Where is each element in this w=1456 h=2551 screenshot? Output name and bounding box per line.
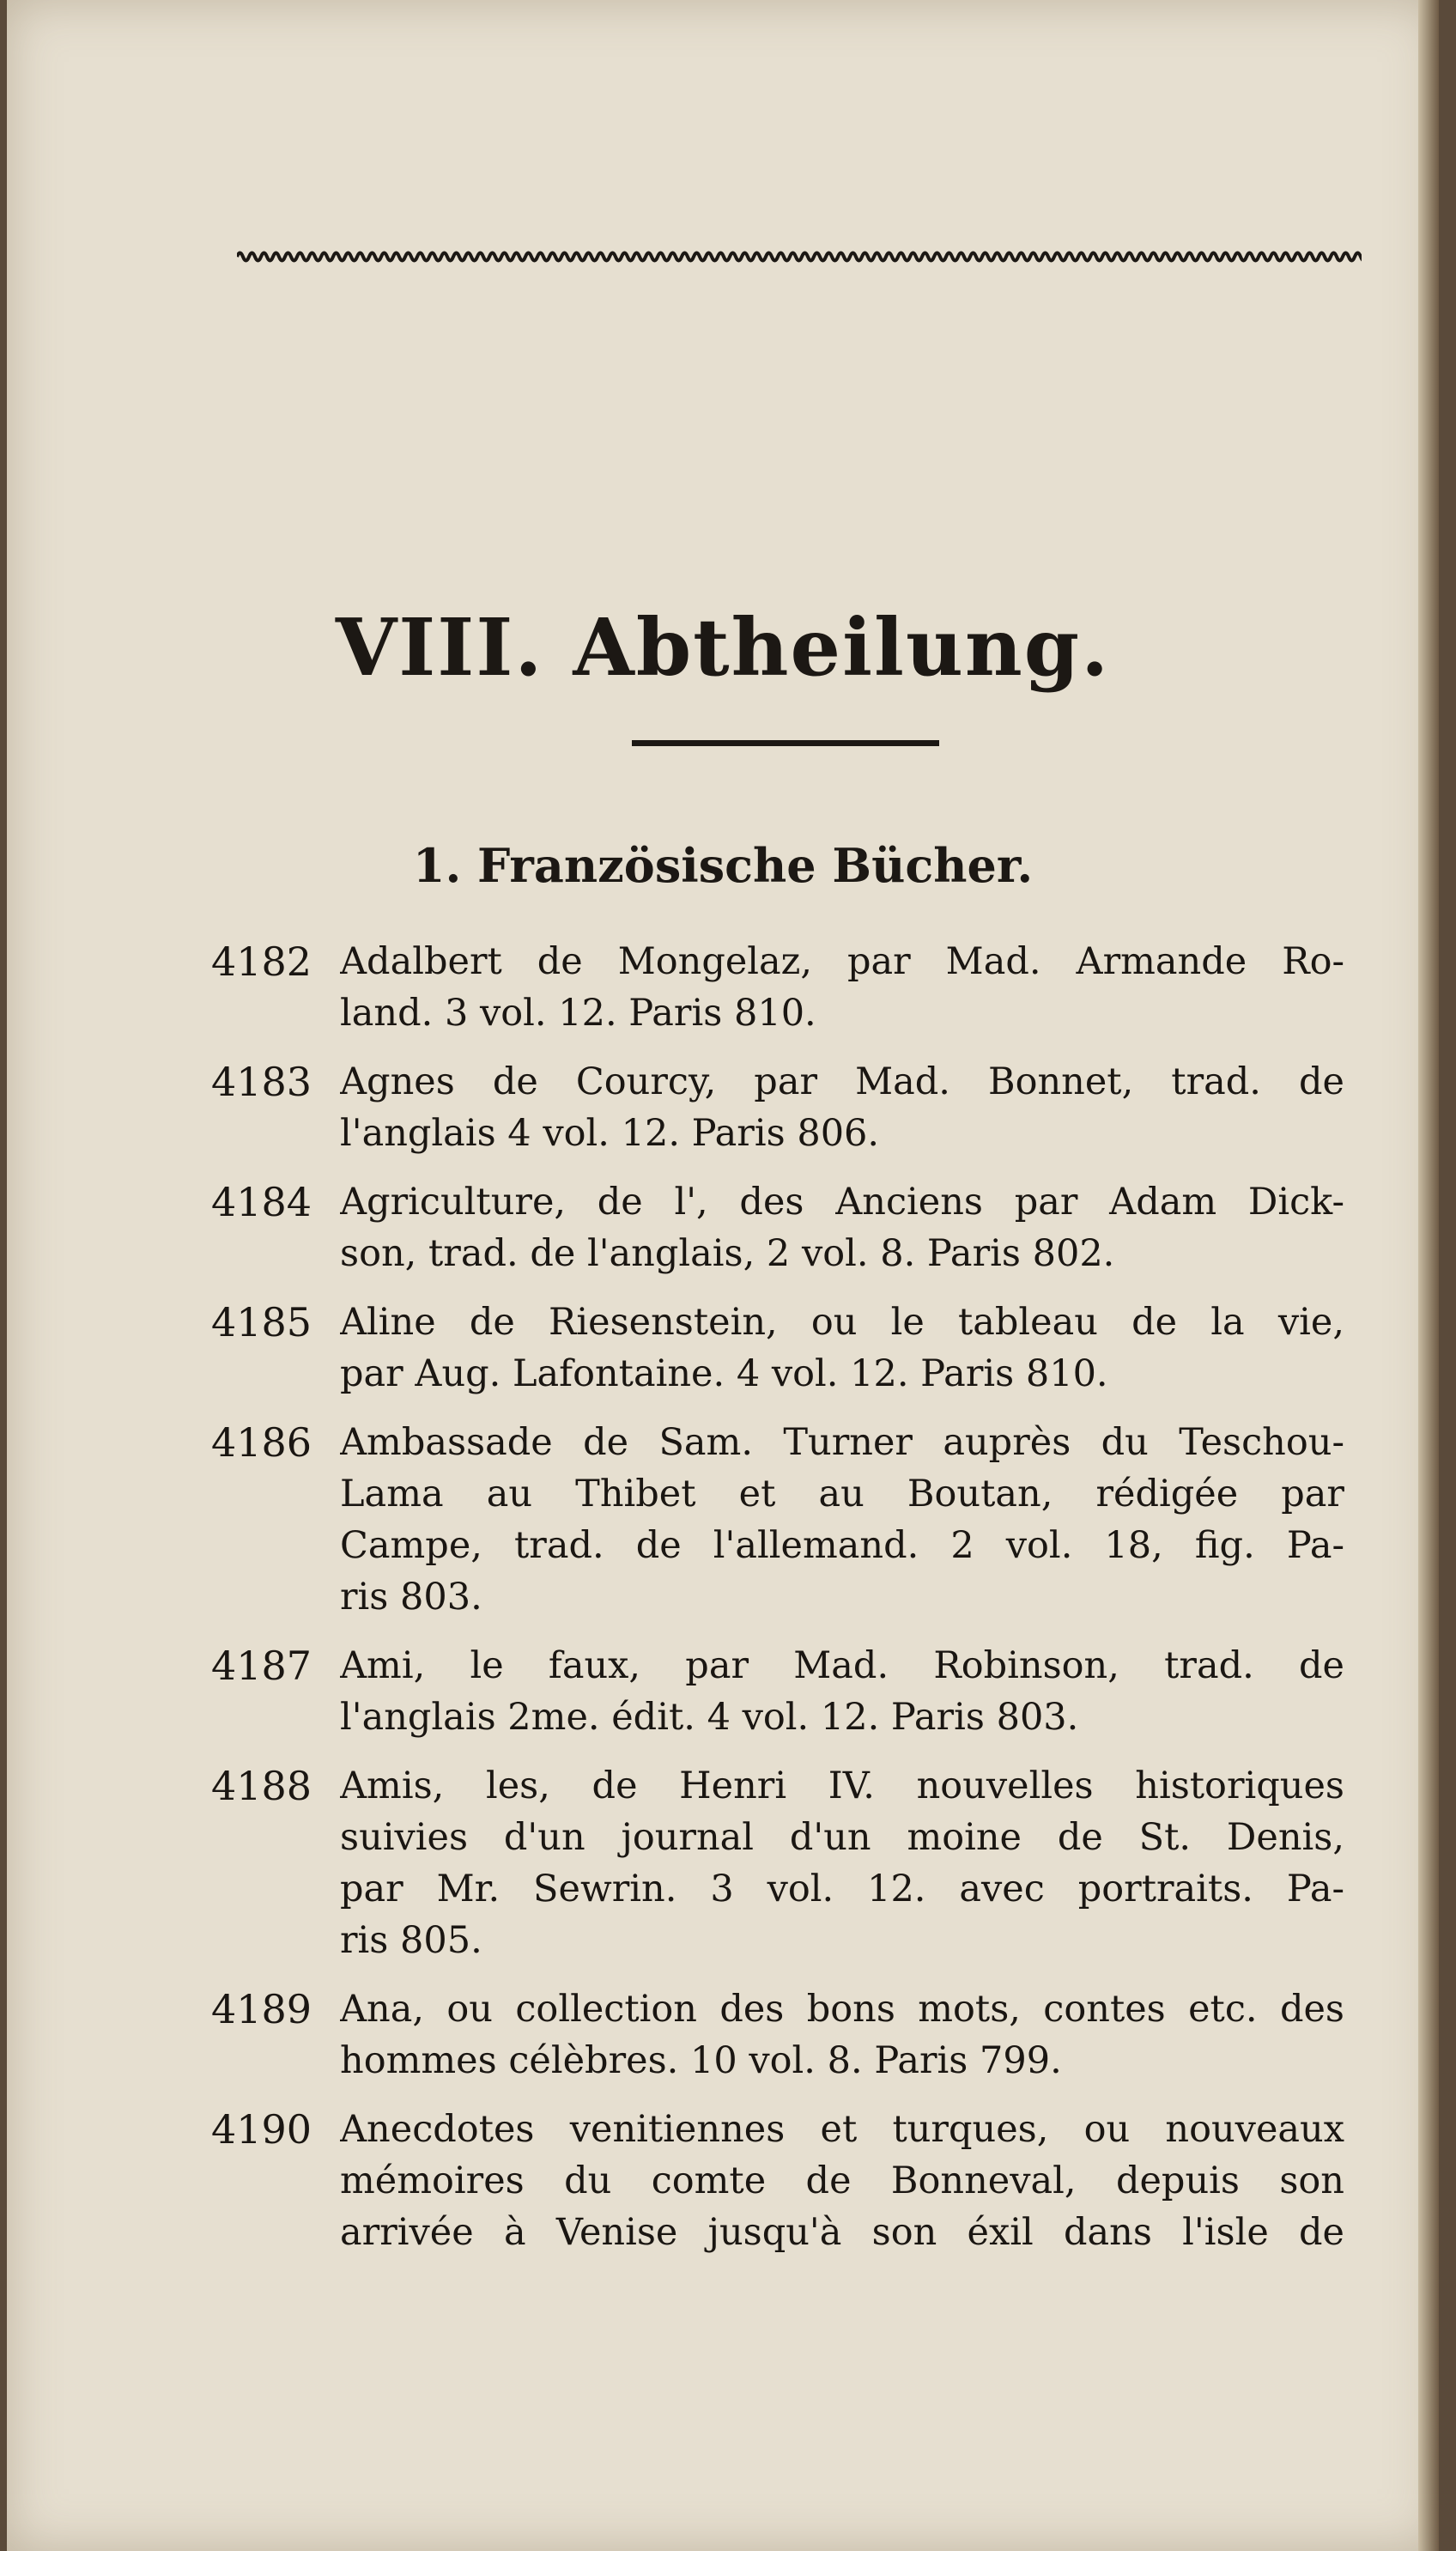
entry-number: 4184 — [211, 1179, 312, 1225]
entry-line: ris 803. — [340, 1576, 482, 1619]
entry-text — [340, 936, 1344, 1039]
entry-line: Ami, le faux, par Mad. Robinson, trad. de — [340, 1644, 1344, 1687]
catalog-entry — [211, 2104, 1344, 2258]
entry-line: Agriculture, de l', des Anciens par Adam Dick- — [340, 1181, 1344, 1224]
entry-text — [340, 1297, 1344, 1400]
entry-text — [340, 1640, 1344, 1743]
book-page — [7, 0, 1439, 2551]
wavy-ornament-rule — [237, 246, 1362, 268]
entry-line: l'anglais 4 vol. 12. Paris 806. — [340, 1112, 880, 1155]
entry-number: 4187 — [211, 1643, 312, 1689]
entry-line: par Aug. Lafontaine. 4 vol. 12. Paris 810. — [340, 1352, 1108, 1395]
section-heading: 1. Französische Bücher. — [412, 838, 1034, 893]
entry-text — [340, 1760, 1344, 1966]
entry-line: son, trad. de l'anglais, 2 vol. 8. Paris 802. — [340, 1232, 1115, 1275]
entry-line: Campe, trad. de l'allemand. 2 vol. 18, fig. Pa- — [340, 1524, 1344, 1567]
entry-line: Anecdotes venitiennes et turques, ou nouveaux — [340, 2108, 1344, 2151]
entry-text — [340, 1056, 1344, 1159]
entry-text — [340, 1417, 1344, 1623]
entry-line: Ambassade de Sam. Turner auprès du Teschou- — [340, 1421, 1344, 1464]
entry-number: 4189 — [211, 1986, 312, 2032]
page-edge — [1418, 0, 1439, 2551]
entry-line: land. 3 vol. 12. Paris 810. — [340, 992, 816, 1035]
entry-text — [340, 1983, 1344, 2086]
entry-text — [340, 1176, 1344, 1279]
catalog-entry — [211, 936, 1344, 1039]
entry-number: 4188 — [211, 1763, 312, 1809]
entry-line: Amis, les, de Henri IV. nouvelles historiques — [340, 1764, 1344, 1807]
entry-number: 4186 — [211, 1419, 312, 1466]
catalog-entry — [211, 1297, 1344, 1400]
entry-number: 4183 — [211, 1059, 312, 1105]
catalog-entry — [211, 1056, 1344, 1159]
page-title: VIII. Abtheilung. — [335, 601, 1111, 694]
entry-text — [340, 2104, 1344, 2258]
catalog-entry — [211, 1983, 1344, 2086]
catalog-entries — [211, 936, 1344, 2275]
catalog-entry — [211, 1640, 1344, 1743]
entry-line: par Mr. Sewrin. 3 vol. 12. avec portraits. Pa- — [340, 1868, 1344, 1910]
entry-line: Ana, ou collection des bons mots, contes etc. des — [340, 1988, 1344, 2031]
entry-line: hommes célèbres. 10 vol. 8. Paris 799. — [340, 2039, 1062, 2082]
entry-line: mémoires du comte de Bonneval, depuis son — [340, 2159, 1344, 2202]
entry-line: l'anglais 2me. édit. 4 vol. 12. Paris 803. — [340, 1696, 1079, 1739]
entry-line: Aline de Riesenstein, ou le tableau de la vie, — [340, 1301, 1344, 1344]
entry-number: 4190 — [211, 2106, 312, 2153]
catalog-entry — [211, 1760, 1344, 1966]
entry-number: 4182 — [211, 938, 312, 985]
entry-line: Lama au Thibet et au Boutan, rédigée par — [340, 1473, 1344, 1515]
catalog-entry — [211, 1176, 1344, 1279]
entry-line: Adalbert de Mongelaz, par Mad. Armande Ro- — [340, 940, 1344, 983]
entry-line: suivies d'un journal d'un moine de St. Denis, — [340, 1816, 1344, 1859]
entry-number: 4185 — [211, 1299, 312, 1345]
catalog-entry — [211, 1417, 1344, 1623]
entry-line: ris 805. — [340, 1919, 482, 1962]
title-rule — [632, 740, 939, 746]
entry-line: arrivée à Venise jusqu'à son éxil dans l'isle de — [340, 2211, 1344, 2254]
entry-line: Agnes de Courcy, par Mad. Bonnet, trad. de — [340, 1060, 1344, 1103]
